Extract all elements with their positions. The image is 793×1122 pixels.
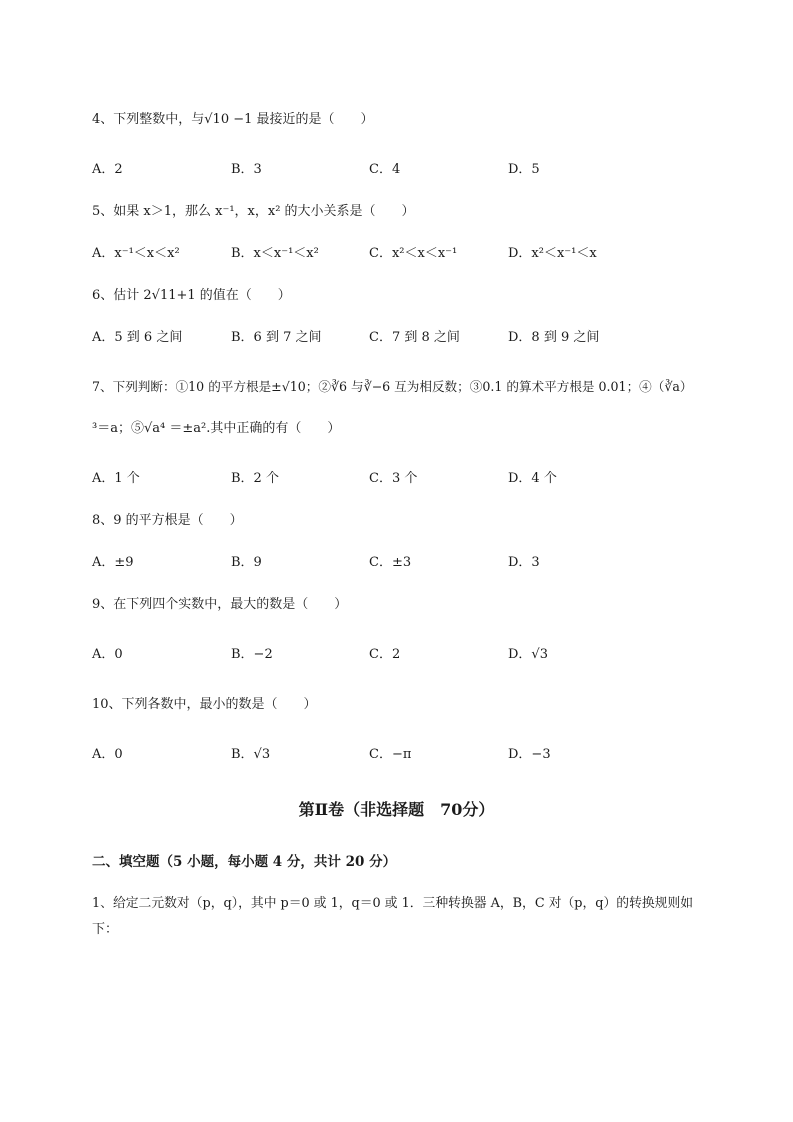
option-d[interactable]: D．−3	[508, 747, 551, 762]
option-b[interactable]: B．√3	[231, 747, 271, 762]
option-a[interactable]: A．±9	[92, 555, 134, 570]
option-d[interactable]: D．3	[508, 555, 540, 570]
question-4-text: 4、下列整数中，与√10 −1 最接近的是（ ）	[92, 112, 374, 127]
question-6-options	[92, 326, 732, 346]
option-c[interactable]: C．2	[369, 647, 401, 662]
question-7-text-line2: ³＝a；⑤√a⁴ ＝±a².其中正确的有（ ）	[92, 421, 341, 436]
option-b[interactable]: B．−2	[231, 647, 273, 662]
question-10-options	[92, 743, 732, 763]
option-c[interactable]: C．x²＜x＜x⁻¹	[369, 246, 458, 261]
part-heading: 第Ⅱ卷（非选择题 70分）	[298, 800, 495, 819]
option-b[interactable]: B．6 到 7 之间	[231, 330, 322, 345]
question-5-text: 5、如果 x＞1，那么 x⁻¹，x，x² 的大小关系是（ ）	[92, 204, 415, 219]
option-c[interactable]: C．7 到 8 之间	[369, 330, 460, 345]
option-a[interactable]: A．0	[92, 747, 123, 762]
question-7-text-line1: 7、下列判断：①10 的平方根是±√10；②∛6 与∛−6 互为相反数；③0.1 的算术平方根是 0.01；④（∛a）	[92, 379, 693, 394]
option-a[interactable]: A．x⁻¹＜x＜x²	[92, 246, 180, 261]
option-d[interactable]: D．x²＜x⁻¹＜x	[508, 246, 597, 261]
question-7-options	[92, 467, 732, 487]
question-5-options	[92, 242, 732, 262]
question-9-text: 9、在下列四个实数中，最大的数是（ ）	[92, 597, 348, 612]
fill-question-1-line2: 下：	[92, 922, 119, 937]
fill-question-1-line1: 1、给定二元数对（p，q），其中 p＝0 或 1，q＝0 或 1．三种转换器 A，B，C 对（p，q）的转换规则如	[92, 896, 694, 911]
option-b[interactable]: B．2 个	[231, 471, 279, 486]
option-a[interactable]: A．1 个	[92, 471, 140, 486]
option-a[interactable]: A．2	[92, 162, 123, 177]
option-c[interactable]: C．3 个	[369, 471, 418, 486]
option-d[interactable]: D．8 到 9 之间	[508, 330, 600, 345]
option-d[interactable]: D．4 个	[508, 471, 557, 486]
option-b[interactable]: B．9	[231, 555, 262, 570]
question-8-options	[92, 551, 732, 571]
question-6-text: 6、估计 2√11+1 的值在（ ）	[92, 288, 291, 303]
option-c[interactable]: C．±3	[369, 555, 412, 570]
question-10-text: 10、下列各数中，最小的数是（ ）	[92, 697, 317, 712]
option-a[interactable]: A．0	[92, 647, 123, 662]
question-9-options	[92, 643, 732, 663]
section-title: 二、填空题（5 小题，每小题 4 分，共计 20 分）	[92, 854, 397, 870]
option-c[interactable]: C．−π	[369, 747, 412, 762]
option-b[interactable]: B．x＜x⁻¹＜x²	[231, 246, 319, 261]
question-4-options	[92, 158, 732, 178]
option-c[interactable]: C．4	[369, 162, 401, 177]
option-d[interactable]: D．5	[508, 162, 540, 177]
option-a[interactable]: A．5 到 6 之间	[92, 330, 183, 345]
option-d[interactable]: D．√3	[508, 647, 548, 662]
option-b[interactable]: B．3	[231, 162, 262, 177]
question-8-text: 8、9 的平方根是（ ）	[92, 513, 243, 528]
